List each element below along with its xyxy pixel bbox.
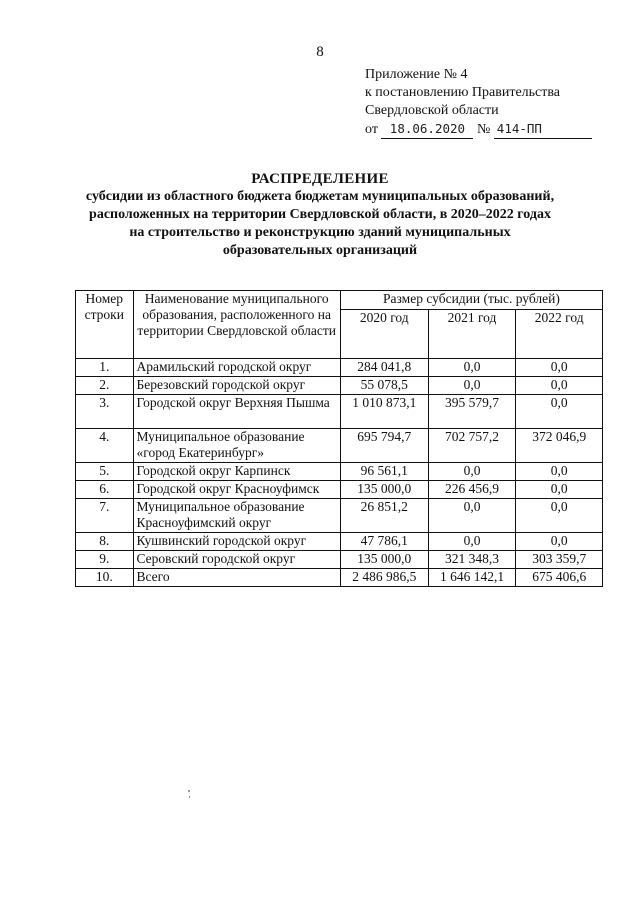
value-2020: 47 786,1: [340, 533, 428, 551]
header-year-2021: 2021 год: [428, 310, 516, 359]
value-2021: 702 757,2: [428, 429, 516, 463]
row-number: 5.: [76, 463, 134, 481]
date-prefix: от: [365, 122, 378, 137]
table-row: [76, 481, 603, 499]
value-2020: 55 078,5: [340, 377, 428, 395]
heading-line-4: образовательных организаций: [222, 243, 418, 258]
table-row: [76, 429, 603, 463]
row-number: 3.: [76, 395, 134, 429]
value-2022: 0,0: [516, 395, 603, 429]
heading-line-2: расположенных на территории Свердловской области, в 2020–2022 годах: [89, 207, 551, 222]
row-number: 9.: [76, 551, 134, 569]
value-2022: 0,0: [516, 377, 603, 395]
row-number: 2.: [76, 377, 134, 395]
value-2020: 695 794,7: [340, 429, 428, 463]
table-row: [76, 359, 603, 377]
header-row-number: Номер строки: [76, 291, 134, 359]
value-2021: 0,0: [428, 533, 516, 551]
value-2022: 0,0: [516, 481, 603, 499]
value-2021: 1 646 142,1: [428, 569, 516, 587]
scan-speck: [188, 790, 190, 792]
municipality-name: Городской округ Красноуфимск: [133, 481, 340, 499]
header-year-2022: 2022 год: [516, 310, 603, 359]
value-2020: 2 486 986,5: [340, 569, 428, 587]
value-2020: 96 561,1: [340, 463, 428, 481]
value-2022: 372 046,9: [516, 429, 603, 463]
resolution-number: 414-ПП: [494, 120, 592, 139]
value-2021: 0,0: [428, 359, 516, 377]
heading-line-3: на строительство и реконструкцию зданий муниципальных: [129, 225, 511, 240]
municipality-name: Серовский городской округ: [133, 551, 340, 569]
municipality-name: Всего: [133, 569, 340, 587]
value-2020: 284 041,8: [340, 359, 428, 377]
municipality-name: Арамильский городской округ: [133, 359, 340, 377]
table-row: [76, 395, 603, 429]
table-row: [76, 499, 603, 533]
row-number: 1.: [76, 359, 134, 377]
header-subsidy-amount: Размер субсидии (тыс. рублей): [340, 291, 602, 310]
value-2022: 0,0: [516, 463, 603, 481]
municipality-name: Березовский городской округ: [133, 377, 340, 395]
value-2021: 226 456,9: [428, 481, 516, 499]
table-row: [76, 533, 603, 551]
appendix-block: [365, 66, 625, 139]
municipality-name: Городской округ Карпинск: [133, 463, 340, 481]
table-row: [76, 463, 603, 481]
table-row: [76, 551, 603, 569]
value-2022: 0,0: [516, 533, 603, 551]
value-2022: 0,0: [516, 359, 603, 377]
value-2022: 675 406,6: [516, 569, 603, 587]
value-2022: 303 359,7: [516, 551, 603, 569]
value-2020: 1 010 873,1: [340, 395, 428, 429]
value-2021: 0,0: [428, 463, 516, 481]
value-2020: 135 000,0: [340, 481, 428, 499]
appendix-title: Приложение № 4: [365, 67, 468, 82]
value-2021: 395 579,7: [428, 395, 516, 429]
row-number: 4.: [76, 429, 134, 463]
value-2021: 0,0: [428, 377, 516, 395]
heading-line-1: субсидии из областного бюджета бюджетам муниципальных образований,: [85, 189, 555, 204]
document-heading: [40, 170, 600, 260]
municipality-name: Кушвинский городской округ: [133, 533, 340, 551]
appendix-region: Свердловской области: [365, 103, 499, 118]
row-number: 10.: [76, 569, 134, 587]
document-title: РАСПРЕДЕЛЕНИЕ: [251, 171, 389, 187]
scan-speck: [189, 796, 190, 798]
row-number: 7.: [76, 499, 134, 533]
municipality-name: Городской округ Верхняя Пышма: [133, 395, 340, 429]
header-municipality: Наименование муниципального образования, расположенного на территории Свердловской области: [133, 291, 340, 359]
municipality-name: Муниципальное образование Красноуфимский округ: [133, 499, 340, 533]
value-2022: 0,0: [516, 499, 603, 533]
value-2020: 26 851,2: [340, 499, 428, 533]
value-2021: 321 348,3: [428, 551, 516, 569]
row-number: 8.: [76, 533, 134, 551]
value-2020: 135 000,0: [340, 551, 428, 569]
table-row: [76, 377, 603, 395]
table-row-total: [76, 569, 603, 587]
header-year-2020: 2020 год: [340, 310, 428, 359]
value-2021: 0,0: [428, 499, 516, 533]
page-number: 8: [316, 44, 324, 60]
row-number: 6.: [76, 481, 134, 499]
resolution-date: 18.06.2020: [381, 120, 473, 139]
appendix-resolution: к постановлению Правительства: [365, 85, 561, 100]
appendix-date-line: [365, 120, 625, 139]
number-prefix: №: [476, 122, 491, 137]
municipality-name: Муниципальное образование «город Екатеринбург»: [133, 429, 340, 463]
subsidy-table: [75, 290, 603, 587]
